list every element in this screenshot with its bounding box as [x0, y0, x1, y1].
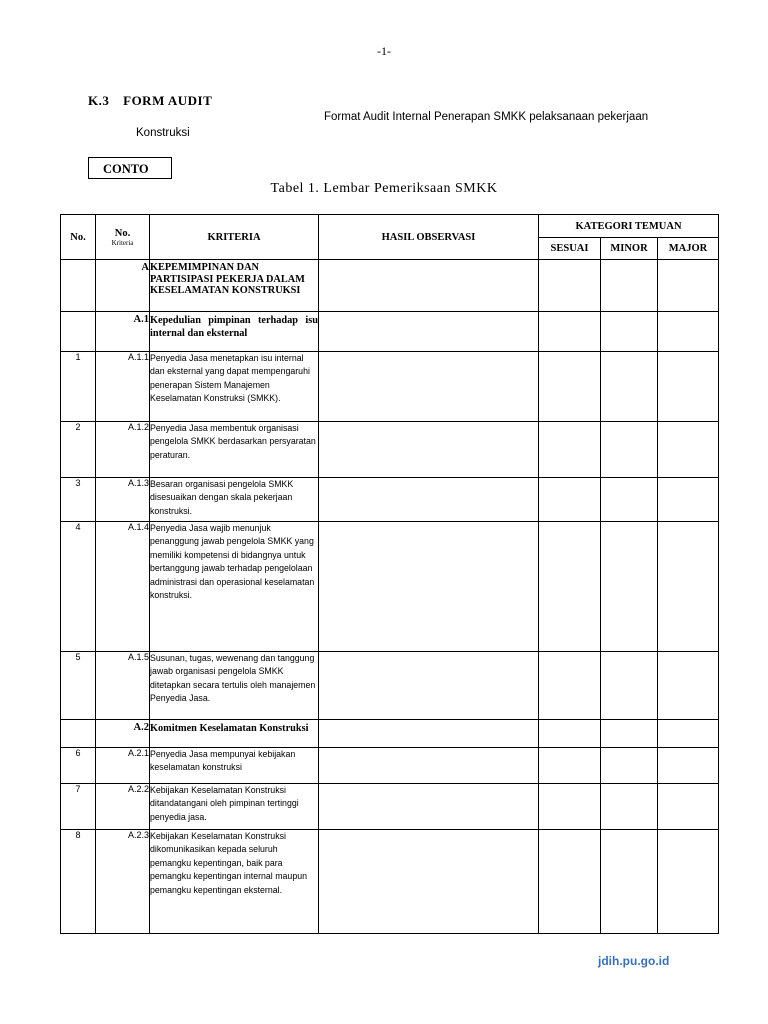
row-observation-cell[interactable] [319, 478, 539, 522]
row-criteria-code: A.2.1 [96, 748, 150, 784]
row-criteria-text: Penyedia Jasa membentuk organisasi pengelola SMKK berdasarkan persyaratan peraturan. [150, 422, 319, 478]
row-criteria-code: A.1.5 [96, 652, 150, 720]
row-number: 3 [61, 478, 96, 522]
footer-link[interactable]: jdih.pu.go.id [598, 954, 670, 968]
row-observation-cell[interactable] [319, 522, 539, 652]
row-criteria-text: Penyedia Jasa mempunyai kebijakan keselamatan konstruksi [150, 748, 319, 784]
table-caption: Tabel 1. Lembar Pemeriksaan SMKK [270, 181, 498, 196]
row-number [61, 720, 96, 748]
intro-text-line1: Format Audit Internal Penerapan SMKK pelaksanaan pekerjaan [324, 111, 649, 123]
row-observation-cell[interactable] [319, 720, 539, 748]
row-criteria-code: A.1.1 [96, 352, 150, 422]
row-major-cell[interactable] [658, 352, 719, 422]
row-major-cell[interactable] [658, 748, 719, 784]
row-observation-cell[interactable] [319, 352, 539, 422]
row-sesuai-cell[interactable] [539, 720, 601, 748]
row-number: 8 [61, 830, 96, 934]
row-minor-cell[interactable] [601, 522, 658, 652]
table-row [61, 748, 719, 784]
row-observation-cell[interactable] [319, 652, 539, 720]
header-minor: MINOR [601, 238, 658, 260]
row-major-cell[interactable] [658, 830, 719, 934]
row-minor-cell[interactable] [601, 748, 658, 784]
row-criteria-code: A [96, 260, 150, 312]
row-major-cell[interactable] [658, 478, 719, 522]
table-row [61, 522, 719, 652]
audit-table [60, 214, 719, 934]
row-sesuai-cell[interactable] [539, 422, 601, 478]
row-sesuai-cell[interactable] [539, 478, 601, 522]
row-criteria-text: Komitmen Keselamatan Konstruksi [150, 720, 319, 748]
row-criteria-code: A.1.2 [96, 422, 150, 478]
row-sesuai-cell[interactable] [539, 748, 601, 784]
row-criteria-text: Kebijakan Keselamatan Konstruksi ditandatangani oleh pimpinan tertinggi penyedia jasa. [150, 784, 319, 830]
row-number [61, 312, 96, 352]
intro-text-line2: Konstruksi [136, 127, 190, 139]
row-number [61, 260, 96, 312]
row-major-cell[interactable] [658, 720, 719, 748]
header-hasil-observasi: HASIL OBSERVASI [319, 215, 539, 260]
row-minor-cell[interactable] [601, 422, 658, 478]
table-row [61, 422, 719, 478]
row-major-cell[interactable] [658, 522, 719, 652]
header-kriteria: KRITERIA [150, 215, 319, 260]
table-row [61, 830, 719, 934]
row-sesuai-cell[interactable] [539, 312, 601, 352]
row-observation-cell[interactable] [319, 830, 539, 934]
row-number: 1 [61, 352, 96, 422]
row-criteria-text: Susunan, tugas, wewenang dan tanggung jawab organisasi pengelola SMKK ditetapkan secara tertulis oleh manajemen Penyedia Jasa. [150, 652, 319, 720]
table-row [61, 352, 719, 422]
row-sesuai-cell[interactable] [539, 522, 601, 652]
table-row [61, 312, 719, 352]
audit-table-body [61, 260, 719, 934]
row-observation-cell[interactable] [319, 422, 539, 478]
row-minor-cell[interactable] [601, 830, 658, 934]
table-row [61, 260, 719, 312]
section-title: FORM AUDIT [123, 93, 213, 108]
row-criteria-code: A.1.4 [96, 522, 150, 652]
header-no: No. [61, 215, 96, 260]
row-major-cell[interactable] [658, 260, 719, 312]
header-no-kriteria: No. Kriteria [96, 215, 150, 260]
row-number: 7 [61, 784, 96, 830]
header-no-kriteria-sub: Kriteria [111, 238, 134, 247]
row-minor-cell[interactable] [601, 478, 658, 522]
row-observation-cell[interactable] [319, 260, 539, 312]
section-number: K.3 [88, 93, 110, 108]
row-minor-cell[interactable] [601, 312, 658, 352]
header-major: MAJOR [658, 238, 719, 260]
row-sesuai-cell[interactable] [539, 784, 601, 830]
row-minor-cell[interactable] [601, 784, 658, 830]
row-criteria-text: Penyedia Jasa menetapkan isu internal dan eksternal yang dapat mempengaruhi penerapan Sistem Manajemen Keselamatan Konstruksi (SMKK). [150, 352, 319, 422]
row-sesuai-cell[interactable] [539, 830, 601, 934]
row-major-cell[interactable] [658, 652, 719, 720]
header-kategori-temuan: KATEGORI TEMUAN [539, 215, 719, 238]
row-number: 4 [61, 522, 96, 652]
row-criteria-code: A.2.3 [96, 830, 150, 934]
row-criteria-code: A.2.2 [96, 784, 150, 830]
row-criteria-text: Kebijakan Keselamatan Konstruksi dikomunikasikan kepada seluruh pemangku kepentingan, baik para pemangku kepentingan internal maupun pemangku kepentingan eksternal. [150, 830, 319, 934]
row-observation-cell[interactable] [319, 748, 539, 784]
page-number: -1- [377, 44, 391, 58]
row-major-cell[interactable] [658, 422, 719, 478]
table-row [61, 478, 719, 522]
row-minor-cell[interactable] [601, 260, 658, 312]
row-criteria-text: Kepedulian pimpinan terhadap isu internal dan eksternal [150, 312, 319, 352]
row-minor-cell[interactable] [601, 352, 658, 422]
table-row [61, 720, 719, 748]
row-major-cell[interactable] [658, 784, 719, 830]
row-sesuai-cell[interactable] [539, 260, 601, 312]
row-criteria-code: A.1.3 [96, 478, 150, 522]
row-sesuai-cell[interactable] [539, 352, 601, 422]
row-criteria-text: Penyedia Jasa wajib menunjuk penanggung jawab pengelola SMKK yang memiliki kompetensi di bidangnya untuk bertanggung jawab terhadap pengelolaan administrasi dan operasional keselamatan konstruksi. [150, 522, 319, 652]
header-sesuai: SESUAI [539, 238, 601, 260]
section-heading [88, 93, 212, 109]
row-criteria-code: A.2 [96, 720, 150, 748]
row-criteria-code: A.1 [96, 312, 150, 352]
row-minor-cell[interactable] [601, 652, 658, 720]
row-number: 2 [61, 422, 96, 478]
row-observation-cell[interactable] [319, 312, 539, 352]
row-criteria-text: Besaran organisasi pengelola SMKK disesuaikan dengan skala pekerjaan konstruksi. [150, 478, 319, 522]
row-criteria-text: KEPEMIMPINAN DAN PARTISIPASI PEKERJA DALAM KESELAMATAN KONSTRUKSI [150, 260, 319, 312]
table-row [61, 784, 719, 830]
table-row [61, 652, 719, 720]
row-observation-cell[interactable] [319, 784, 539, 830]
row-sesuai-cell[interactable] [539, 652, 601, 720]
row-number: 6 [61, 748, 96, 784]
row-major-cell[interactable] [658, 312, 719, 352]
conto-label: CONTO [88, 157, 172, 179]
row-number: 5 [61, 652, 96, 720]
row-minor-cell[interactable] [601, 720, 658, 748]
